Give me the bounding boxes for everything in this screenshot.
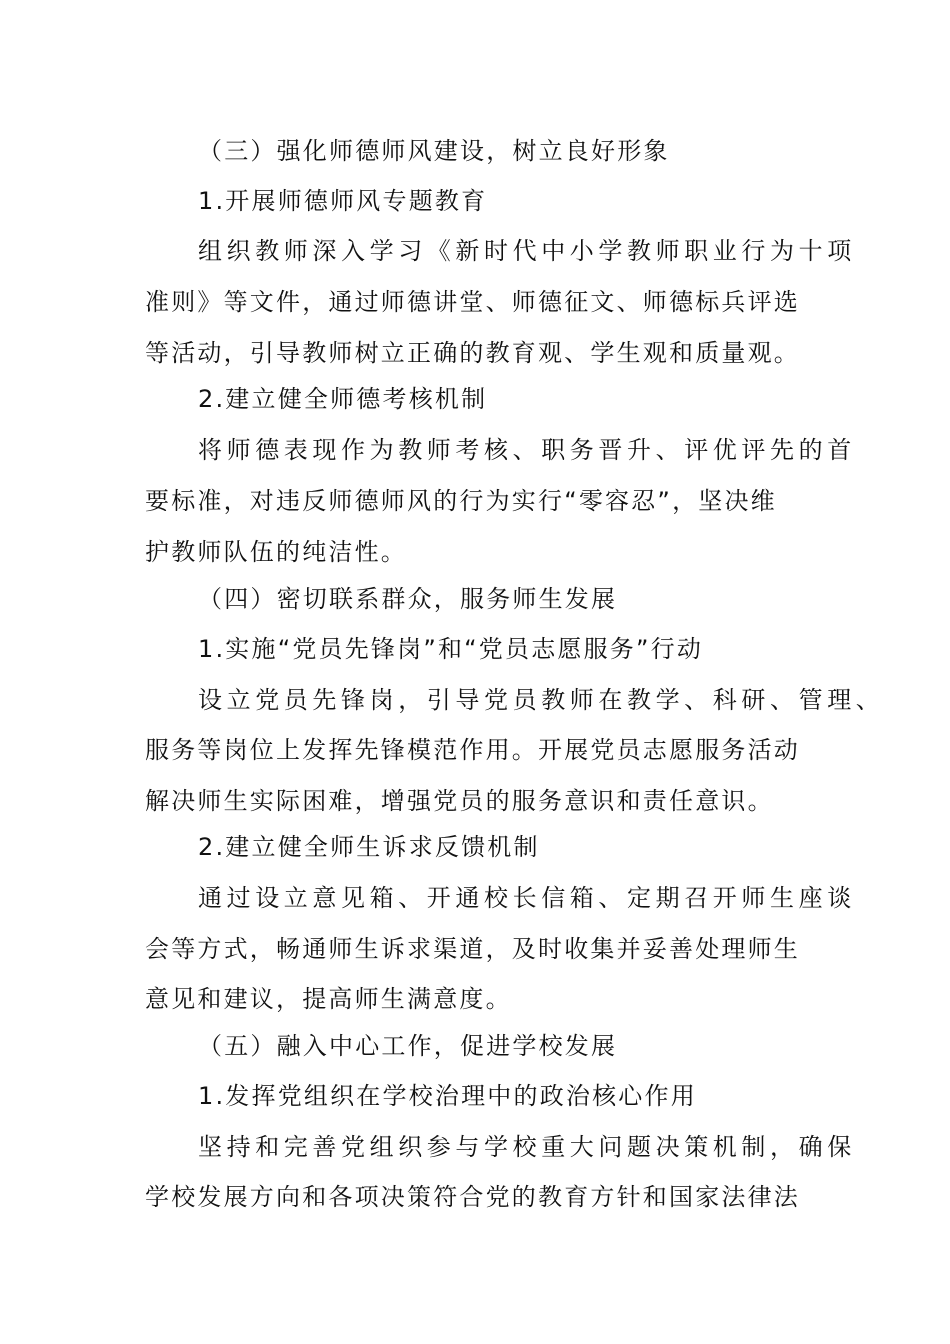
paragraph-line: 组织教师深入学习《新时代中小学教师职业行为十项	[198, 237, 856, 265]
paragraph-line: 将师德表现作为教师考核、职务晋升、评优评先的首	[198, 436, 856, 464]
section-4-item-1-title: 1.实施“党员先锋岗”和“党员志愿服务”行动	[198, 635, 704, 663]
paragraph-line: 护教师队伍的纯洁性。	[145, 538, 407, 566]
paragraph-line: 要标准，对违反师德师风的行为实行“零容忍”，坚决维	[145, 487, 777, 515]
section-4-item-2-title: 2.建立健全师生诉求反馈机制	[198, 833, 540, 861]
paragraph-line: 解决师生实际困难，增强党员的服务意识和责任意识。	[145, 787, 774, 815]
section-3-item-2-title: 2.建立健全师德考核机制	[198, 385, 488, 413]
section-5-heading: （五）融入中心工作，促进学校发展	[198, 1032, 618, 1060]
paragraph-line: 坚持和完善党组织参与学校重大问题决策机制，确保	[198, 1133, 856, 1161]
section-5-item-1-title: 1.发挥党组织在学校治理中的政治核心作用	[198, 1082, 697, 1110]
paragraph-line: 通过设立意见箱、开通校长信箱、定期召开师生座谈	[198, 884, 856, 912]
section-3-heading: （三）强化师德师风建设，树立良好形象	[198, 137, 670, 165]
paragraph-line: 会等方式，畅通师生诉求渠道，及时收集并妥善处理师生	[145, 935, 800, 963]
paragraph-line: 意见和建议，提高师生满意度。	[145, 985, 512, 1013]
section-4-heading: （四）密切联系群众，服务师生发展	[198, 585, 618, 613]
paragraph-line: 学校发展方向和各项决策符合党的教育方针和国家法律法	[145, 1183, 800, 1211]
paragraph-line: 准则》等文件，通过师德讲堂、师德征文、师德标兵评选	[145, 288, 800, 316]
paragraph-line: 服务等岗位上发挥先锋模范作用。开展党员志愿服务活动	[145, 736, 800, 764]
section-3-item-1-title: 1.开展师德师风专题教育	[198, 187, 488, 215]
paragraph-line: 设立党员先锋岗，引导党员教师在教学、科研、管理、	[198, 686, 885, 714]
paragraph-line: 等活动，引导教师树立正确的教育观、学生观和质量观。	[145, 339, 800, 367]
